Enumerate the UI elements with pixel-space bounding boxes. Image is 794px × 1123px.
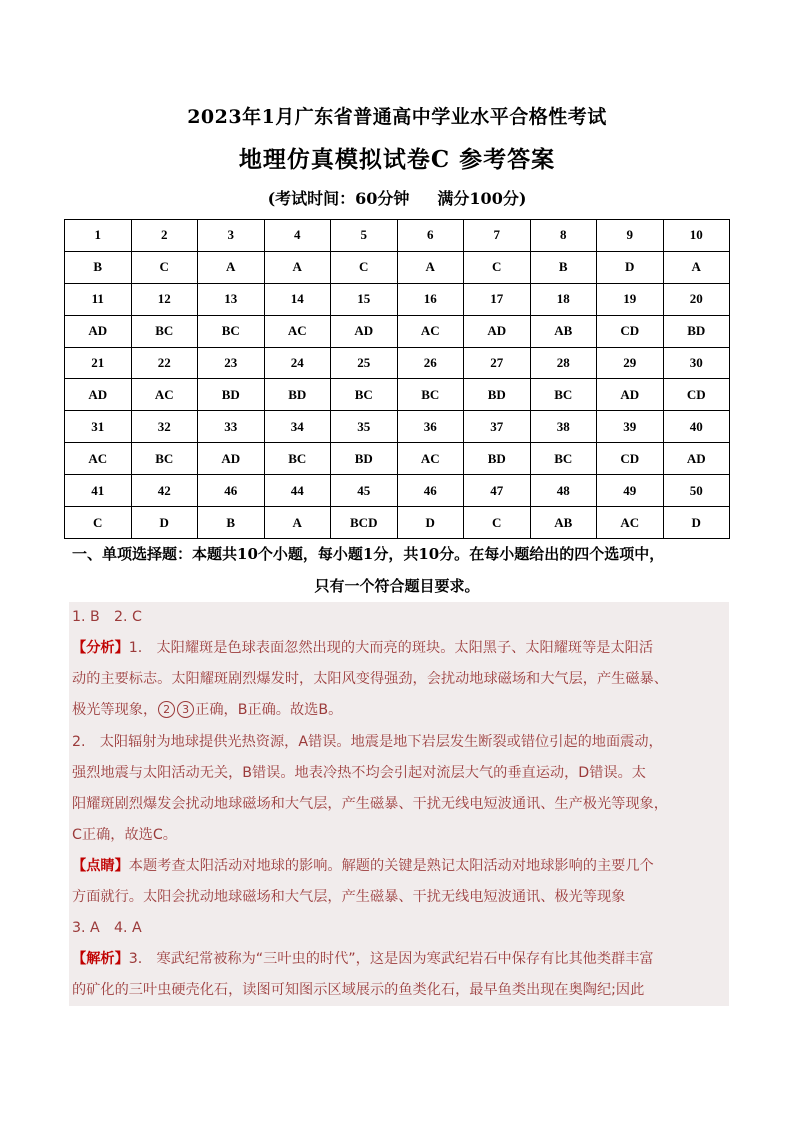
answer-cell: CD xyxy=(597,443,664,475)
point-tag: 【点睛】 xyxy=(72,858,129,874)
answer-cell: BD xyxy=(464,443,531,475)
text-line: 动的主要标志。太阳耀斑剧烈爆发时，太阳风变得强劲，会扰动地球磁场和大气层，产生磁暴、 xyxy=(72,671,668,687)
question-number-cell: 32 xyxy=(131,411,198,443)
answer-cell: AD xyxy=(198,443,265,475)
circled-number: 2 xyxy=(158,701,175,718)
question-number-cell: 47 xyxy=(464,475,531,507)
question-number-cell: 35 xyxy=(331,411,398,443)
answer-cell: AD xyxy=(65,315,132,347)
answer-cell: A xyxy=(198,251,265,283)
answer-cell: BC xyxy=(264,443,331,475)
answer-cell: BD xyxy=(464,379,531,411)
exam-score: 满分100分) xyxy=(437,189,527,208)
exam-info xyxy=(0,186,794,209)
answer-cell: B xyxy=(530,251,597,283)
analysis-tag: 【分析】 xyxy=(72,640,129,656)
answer-table xyxy=(64,219,730,539)
answer-cell: BC xyxy=(530,379,597,411)
question-number-cell: 2 xyxy=(131,220,198,252)
question-number-cell: 31 xyxy=(65,411,132,443)
question-number-cell: 40 xyxy=(663,411,730,443)
question-number-cell: 46 xyxy=(198,475,265,507)
answer-line: 1. B 2. C xyxy=(72,609,142,625)
question-number-cell: 11 xyxy=(65,283,132,315)
text-line: 阳耀斑剧烈爆发会扰动地球磁场和大气层，产生磁暴、干扰无线电短波通讯、生产极光等现象， xyxy=(72,796,668,812)
question-number-cell: 25 xyxy=(331,347,398,379)
text-line: 2. 太阳辐射为地球提供光热资源，A错误。地震是地下岩层发生断裂或错位引起的地面震动， xyxy=(72,734,663,750)
question-number-cell: 3 xyxy=(198,220,265,252)
question-number-cell: 39 xyxy=(597,411,664,443)
question-number-cell: 4 xyxy=(264,220,331,252)
answer-cell: BC xyxy=(131,315,198,347)
answer-cell: A xyxy=(264,251,331,283)
exam-title: 2023年1月广东省普通高中学业水平合格性考试 xyxy=(187,106,607,128)
answer-cell: AC xyxy=(397,315,464,347)
question-number-cell: 7 xyxy=(464,220,531,252)
answer-cell: CD xyxy=(663,379,730,411)
question-number-cell: 29 xyxy=(597,347,664,379)
question-number-row xyxy=(65,475,730,507)
answer-cell: BC xyxy=(198,315,265,347)
question-number-cell: 36 xyxy=(397,411,464,443)
answer-cell: BD xyxy=(331,443,398,475)
question-number-cell: 41 xyxy=(65,475,132,507)
answer-cell: AD xyxy=(597,379,664,411)
question-number-cell: 33 xyxy=(198,411,265,443)
text-line: 的矿化的三叶虫硬壳化石，读图可知图示区域展示的鱼类化石，最早鱼类出现在奥陶纪;因此 xyxy=(72,982,645,998)
question-number-cell: 38 xyxy=(530,411,597,443)
explanation-box xyxy=(69,602,729,1006)
answer-cell: C xyxy=(464,507,531,539)
answer-row xyxy=(65,443,730,475)
question-number-cell: 46 xyxy=(397,475,464,507)
question-number-cell: 50 xyxy=(663,475,730,507)
answer-cell: C xyxy=(331,251,398,283)
answer-cell: C xyxy=(464,251,531,283)
question-number-cell: 12 xyxy=(131,283,198,315)
question-number-row xyxy=(65,347,730,379)
answer-cell: AB xyxy=(530,315,597,347)
section-heading-cont: 只有一个符合题目要求。 xyxy=(314,577,480,595)
text-line: 方面就行。太阳会扰动地球磁场和大气层，产生磁暴、干扰无线电短波通讯、极光等现象 xyxy=(72,889,626,905)
answer-cell: D xyxy=(397,507,464,539)
question-number-cell: 27 xyxy=(464,347,531,379)
question-number-cell: 44 xyxy=(264,475,331,507)
answer-row xyxy=(65,379,730,411)
question-number-cell: 13 xyxy=(198,283,265,315)
question-number-row xyxy=(65,283,730,315)
answer-cell: BCD xyxy=(331,507,398,539)
answer-cell: B xyxy=(65,251,132,283)
answer-cell: C xyxy=(65,507,132,539)
exam-time: (考试时间：60分钟 xyxy=(267,189,410,208)
question-number-cell: 23 xyxy=(198,347,265,379)
answer-cell: D xyxy=(597,251,664,283)
answer-cell: AD xyxy=(331,315,398,347)
explain-line: 【解析】3. 寒武纪常被称为“三叶虫的时代”，这是因为寒武纪岩石中保存有比其他类群丰富 xyxy=(72,951,654,967)
answer-row xyxy=(65,507,730,539)
answer-cell: AC xyxy=(597,507,664,539)
answer-cell: AB xyxy=(530,507,597,539)
section-heading: 一、单项选择题：本题共10个小题，每小题1分，共10分。在每小题给出的四个选项中， xyxy=(72,545,665,563)
question-number-cell: 10 xyxy=(663,220,730,252)
question-number-cell: 18 xyxy=(530,283,597,315)
question-number-row xyxy=(65,220,730,252)
question-number-cell: 24 xyxy=(264,347,331,379)
answer-cell: AD xyxy=(663,443,730,475)
question-number-cell: 15 xyxy=(331,283,398,315)
answer-cell: BC xyxy=(397,379,464,411)
question-number-cell: 16 xyxy=(397,283,464,315)
answer-cell: AC xyxy=(264,315,331,347)
text-line: 极光等现象， 2 3 正确，B正确。故选B。 xyxy=(72,702,343,718)
answer-cell: D xyxy=(663,507,730,539)
question-number-cell: 37 xyxy=(464,411,531,443)
circled-number: 3 xyxy=(177,701,194,718)
analysis-line: 【分析】1. 太阳耀斑是色球表面忽然出现的大而亮的斑块。太阳黑子、太阳耀斑等是太阳活 xyxy=(72,640,654,656)
question-number-cell: 26 xyxy=(397,347,464,379)
explain-tag: 【解析】 xyxy=(72,951,129,967)
question-number-cell: 5 xyxy=(331,220,398,252)
answer-cell: BD xyxy=(264,379,331,411)
answer-cell: CD xyxy=(597,315,664,347)
text-line: C正确，故选C。 xyxy=(72,827,177,843)
answer-cell: A xyxy=(264,507,331,539)
question-number-cell: 28 xyxy=(530,347,597,379)
answer-cell: AD xyxy=(65,379,132,411)
answer-cell: B xyxy=(198,507,265,539)
question-number-cell: 22 xyxy=(131,347,198,379)
answer-cell: AC xyxy=(65,443,132,475)
question-number-cell: 14 xyxy=(264,283,331,315)
answer-cell: BC xyxy=(530,443,597,475)
answer-cell: A xyxy=(663,251,730,283)
question-number-cell: 30 xyxy=(663,347,730,379)
question-number-cell: 1 xyxy=(65,220,132,252)
answer-cell: AC xyxy=(397,443,464,475)
question-number-cell: 17 xyxy=(464,283,531,315)
answer-cell: A xyxy=(397,251,464,283)
text-line: 强烈地震与太阳活动无关，B错误。地表冷热不均会引起对流层大气的垂直运动，D错误。太 xyxy=(72,765,646,781)
question-number-cell: 42 xyxy=(131,475,198,507)
question-number-cell: 49 xyxy=(597,475,664,507)
answer-key-title: 地理仿真模拟试卷C 参考答案 xyxy=(238,146,556,173)
question-number-cell: 34 xyxy=(264,411,331,443)
answer-line: 3. A 4. A xyxy=(72,920,142,936)
answer-cell: BD xyxy=(663,315,730,347)
point-line: 【点睛】本题考查太阳活动对地球的影响。解题的关键是熟记太阳活动对地球影响的主要几个 xyxy=(72,858,654,874)
answer-cell: AD xyxy=(464,315,531,347)
answer-row xyxy=(65,251,730,283)
question-number-cell: 48 xyxy=(530,475,597,507)
question-number-row xyxy=(65,411,730,443)
question-number-cell: 21 xyxy=(65,347,132,379)
answer-cell: AC xyxy=(131,379,198,411)
answer-cell: D xyxy=(131,507,198,539)
question-number-cell: 8 xyxy=(530,220,597,252)
answer-row xyxy=(65,315,730,347)
question-number-cell: 45 xyxy=(331,475,398,507)
answer-cell: BD xyxy=(198,379,265,411)
answer-cell: BC xyxy=(131,443,198,475)
question-number-cell: 6 xyxy=(397,220,464,252)
question-number-cell: 20 xyxy=(663,283,730,315)
answer-cell: C xyxy=(131,251,198,283)
answer-cell: BC xyxy=(331,379,398,411)
question-number-cell: 9 xyxy=(597,220,664,252)
question-number-cell: 19 xyxy=(597,283,664,315)
